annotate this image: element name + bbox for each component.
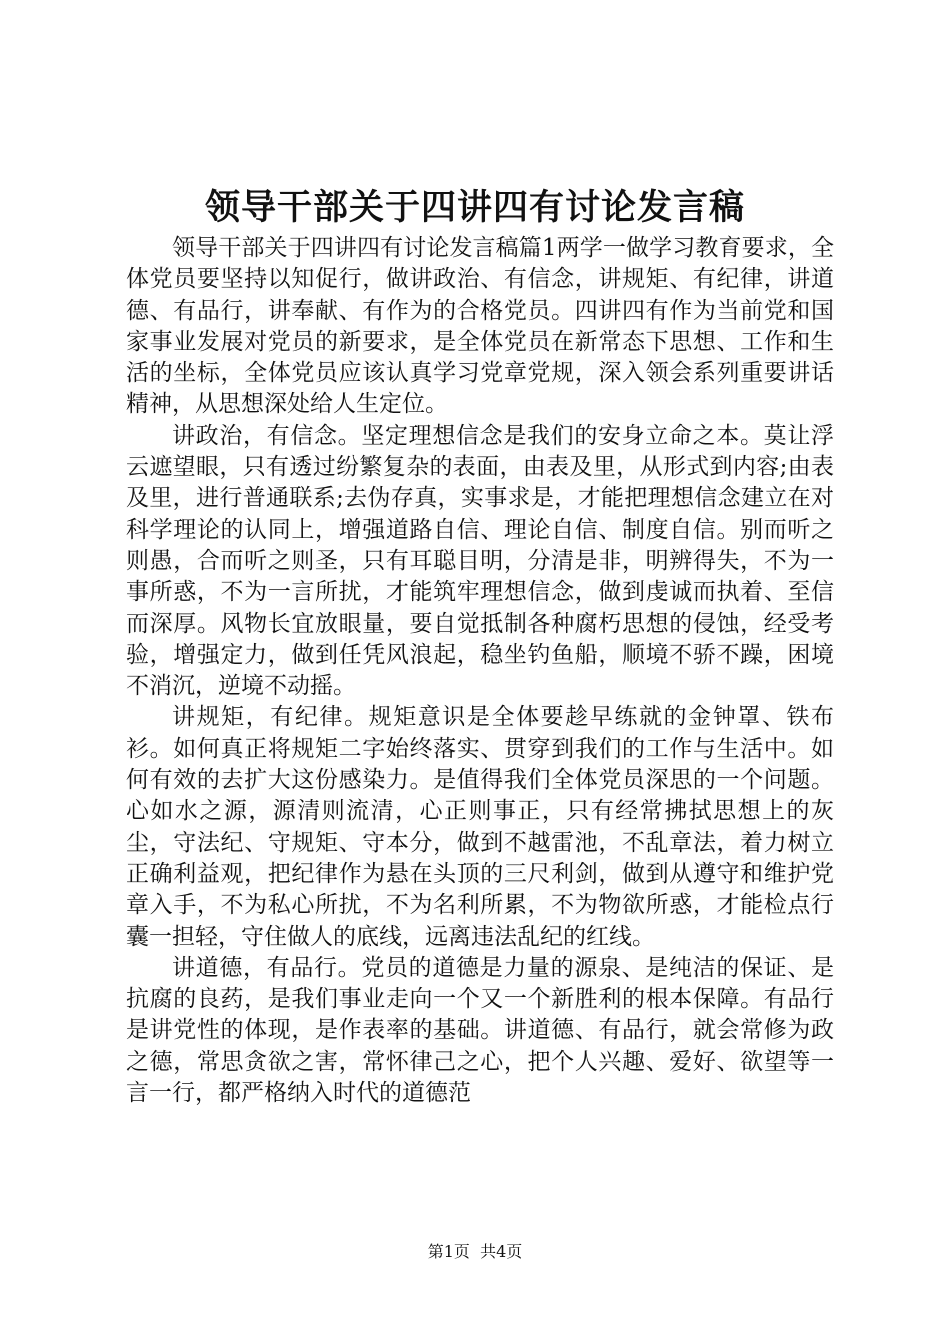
paragraph-morality: 讲道德，有品行。党员的道德是力量的源泉、是纯洁的保证、是抗腐的良药，是我们事业走向一个又一个新胜利的根本保障。有品行是讲党性的体现，是作表率的基础。讲道德、有品行，就会常修为政之德，常思贪欲之害，常怀律己之心，把个人兴趣、爱好、欲望等一言一行，都严格纳入时代的道德范: [126, 954, 834, 1107]
page-total: 共4页: [480, 1242, 523, 1261]
page-number: 第1页: [427, 1242, 470, 1261]
page-footer: [0, 1240, 950, 1264]
paragraph-rules: 讲规矩，有纪律。规矩意识是全体要趁早练就的金钟罩、铁布衫。如何真正将规矩二字始终落实、贯穿到我们的工作与生活中。如何有效的去扩大这份感染力。是值得我们全体党员深思的一个问题。心如水之源，源清则流清，心正则事正，只有经常拂拭思想上的灰尘，守法纪、守规矩、守本分，做到不越雷池，不乱章法，着力树立正确利益观，把纪律作为悬在头顶的三尺利剑，做到从遵守和维护党章入手，不为私心所扰，不为名利所累，不为物欲所惑，才能检点行囊一担轻，守住做人的底线，远离违法乱纪的红线。: [126, 704, 834, 950]
paragraph-politics: 讲政治，有信念。坚定理想信念是我们的安身立命之本。莫让浮云遮望眼，只有透过纷繁复杂的表面，由表及里，从形式到内容;由表及里，进行普通联系;去伪存真，实事求是，才能把理想信念建立在对科学理论的认同上，增强道路自信、理论自信、制度自信。别而听之则愚，合而听之则圣，只有耳聪目明，分清是非，明辨得失，不为一事所惑，不为一言所扰，才能筑牢理想信念，做到虔诚而执着、至信而深厚。风物长宜放眼量，要自觉抵制各种腐朽思想的侵蚀，经受考验，增强定力，做到任凭风浪起，稳坐钓鱼船，顺境不骄不躁，困境不消沉，逆境不动摇。: [126, 422, 834, 700]
document-title: 领导干部关于四讲四有讨论发言稿: [204, 187, 745, 228]
paragraph-intro: 领导干部关于四讲四有讨论发言稿篇1两学一做学习教育要求，全体党员要坚持以知促行，做讲政治、有信念，讲规矩、有纪律，讲道德、有品行，讲奉献、有作为的合格党员。四讲四有作为当前党和国家事业发展对党员的新要求，是全体党员在新常态下思想、工作和生活的坐标，全体党员应该认真学习党章党规，深入领会系列重要讲话精神，从思想深处给人生定位。: [126, 235, 834, 418]
document-body: [126, 233, 834, 1109]
